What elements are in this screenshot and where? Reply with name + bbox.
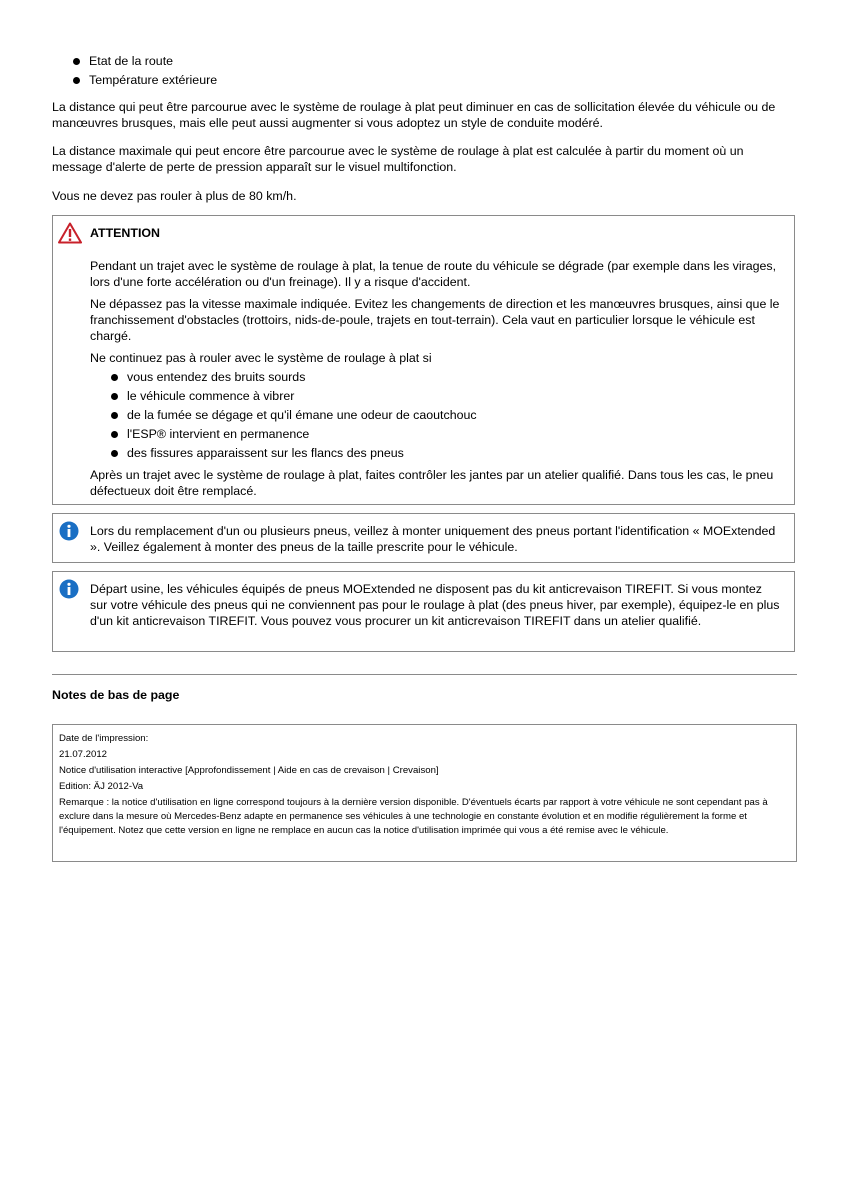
list-item: des fissures apparaissent sur les flancs des pneus: [110, 444, 782, 463]
paragraph-distance: La distance qui peut être parcourue avec le système de roulage à plat peut diminuer en cas de sollicitation élevée du véhicule ou de manœuvres brusques, mais elle peut aussi augmenter si vous adoptez un style de conduite modéré.: [52, 100, 776, 130]
warning-paragraph: Ne continuez pas à rouler avec le système de roulage à plat si: [90, 351, 432, 365]
warning-paragraph: Pendant un trajet avec le système de roulage à plat, la tenue de route du véhicule se dégrade (par exemple dans les virages, lors d'une forte accélération ou d'un freinage). Il y a risque d'accident.: [90, 259, 777, 289]
warning-content: [90, 258, 782, 505]
warning-paragraph: Après un trajet avec le système de roulage à plat, faites contrôler les jantes par un atelier qualifié. Dans tous les cas, le pneu défectueux doit être remplacé.: [90, 468, 774, 498]
warning-box: [52, 215, 795, 505]
print-date: 21.07.2012: [59, 749, 108, 760]
list-item: l'ESP® intervient en permanence: [110, 425, 782, 444]
edition: Edition: ÄJ 2012-Va: [59, 781, 144, 792]
info-box: [52, 513, 795, 563]
footnotes-title: Notes de bas de page: [52, 688, 180, 702]
info-icon: [59, 521, 79, 544]
list-item: Température extérieure: [72, 71, 217, 90]
list-item: vous entendez des bruits sourds: [110, 368, 782, 387]
list-item: Etat de la route: [72, 52, 217, 71]
warning-title: ATTENTION: [90, 226, 160, 240]
info-text: [90, 523, 782, 561]
remark: Remarque : la notice d'utilisation en ligne correspond toujours à la dernière version disponible. D'éventuels écarts par rapport à votre véhicule ne sont cependant pas à exclure dans la mesure où Mercedes-Benz adapte en permanence ses véhicules à une technologie en constante évolution et en modifie régulièrement la forme et l'équipement. Notez que cette version en ligne ne remplace en aucun cas la notice d'utilisation imprimée qui vous a été remise avec le véhicule.: [59, 797, 768, 836]
info-box: [52, 571, 795, 652]
intro-bullet-list: [72, 52, 217, 90]
footnotes-box: [52, 724, 797, 862]
info-text: [90, 581, 782, 635]
list-item: de la fumée se dégage et qu'il émane une odeur de caoutchouc: [110, 406, 782, 425]
warning-paragraph: Ne dépassez pas la vitesse maximale indiquée. Evitez les changements de direction et les manœuvres brusques, ainsi que le franchissement d'obstacles (trottoirs, nids-de-poule, trajets en tout-terrain). Cela vaut en particulier lorsque le véhicule est chargé.: [90, 297, 780, 343]
paragraph-max-distance: La distance maximale qui peut encore être parcourue avec le système de roulage à plat est calculée à partir du moment où un message d'alerte de perte de pression apparaît sur le visuel multifonction.: [52, 144, 744, 174]
list-item: le véhicule commence à vibrer: [110, 387, 782, 406]
warning-triangle-icon: [58, 222, 82, 247]
info-icon: [59, 579, 79, 602]
paragraph-speed-limit: Vous ne devez pas rouler à plus de 80 km/h.: [52, 189, 297, 203]
warning-bullet-list: [110, 368, 782, 463]
divider: [52, 674, 797, 675]
print-date-label: Date de l'impression:: [59, 733, 149, 744]
info-paragraph: Lors du remplacement d'un ou plusieurs pneus, veillez à monter uniquement des pneus portant l'identification « MOExtended ». Veillez également à monter des pneus de la taille prescrite pour le véhicule.: [90, 524, 776, 554]
notice-path: Notice d'utilisation interactive [Approfondissement | Aide en cas de crevaison | Crevaison]: [59, 765, 439, 776]
info-paragraph: Départ usine, les véhicules équipés de pneus MOExtended ne disposent pas du kit anticrevaison TIREFIT. Si vous montez sur votre véhicule des pneus qui ne conviennent pas pour le roulage à plat (des pneus hiver, par exemple), équipez-le en plus d'un kit anticrevaison TIREFIT. Vous pouvez vous procurer un kit anticrevaison TIREFIT dans un atelier qualifié.: [90, 582, 780, 628]
